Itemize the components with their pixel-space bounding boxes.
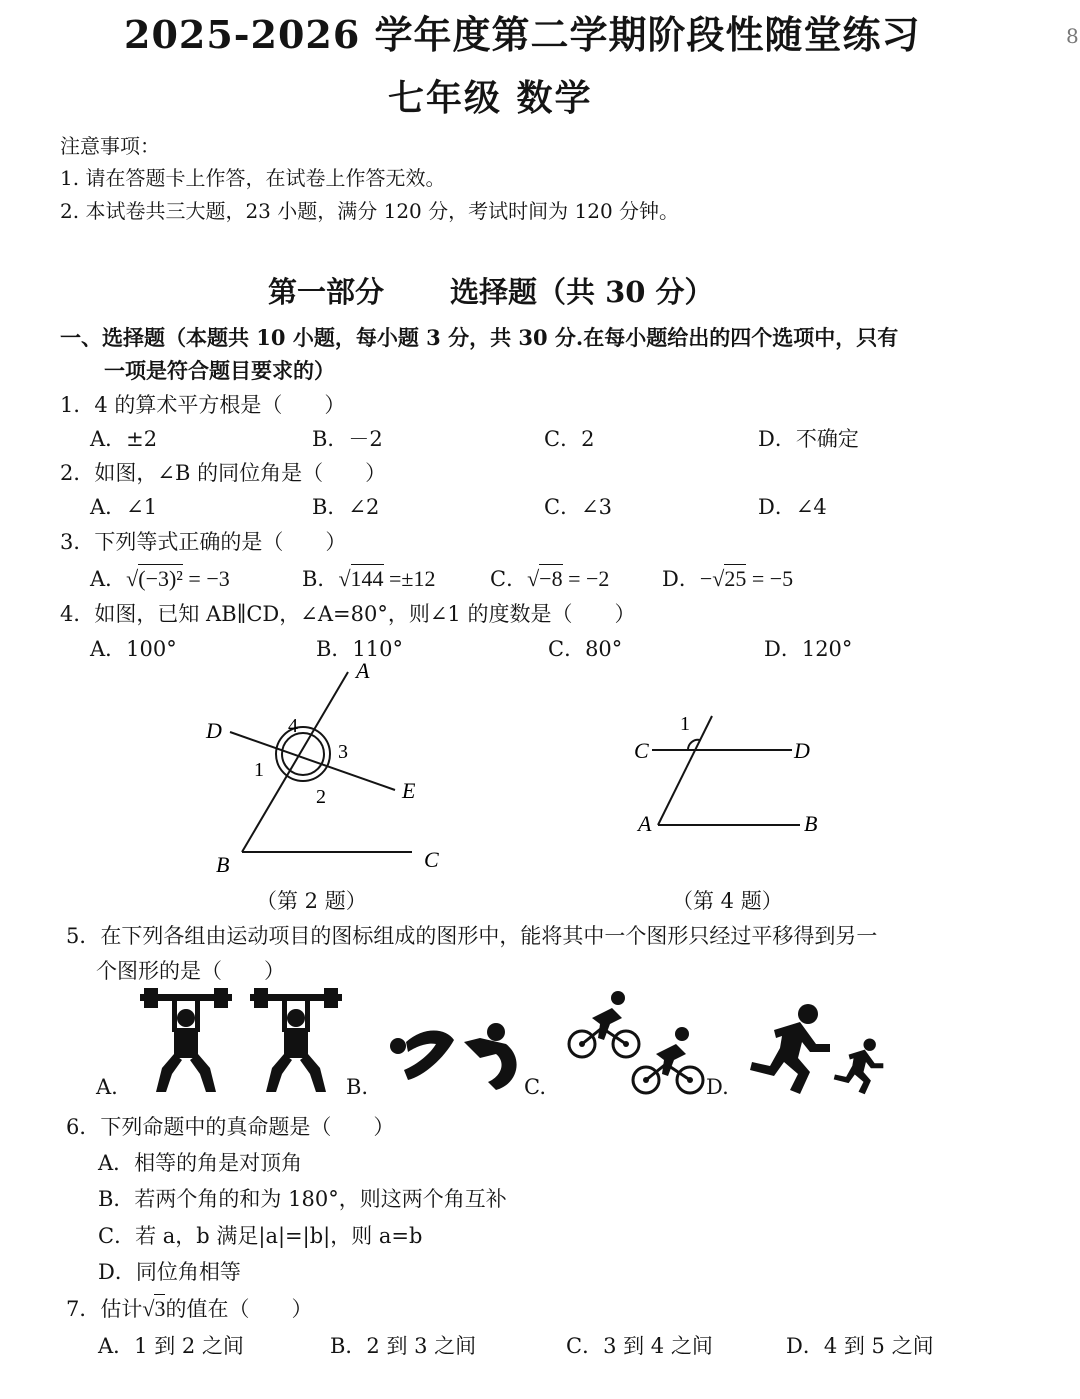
q2-stem: 2．如图，∠B 的同位角是（ ）	[60, 461, 387, 485]
q4-option-c: C．80°	[548, 637, 623, 661]
runner-icon	[834, 1038, 884, 1094]
q5-option-c: C.	[524, 1075, 546, 1099]
q4-option-b: B．110°	[316, 637, 404, 661]
fig2-label-1: 1	[254, 759, 264, 781]
q3-a-rest: = −3	[182, 566, 230, 591]
q5-option-d: D.	[706, 1075, 729, 1099]
q7-option-b: B．2 到 3 之间	[330, 1334, 477, 1358]
q3-d-pre: −	[699, 566, 713, 591]
q3-option-b: B．√144 =±12	[302, 566, 436, 591]
diver-icon	[390, 1031, 454, 1081]
q1-option-c: C．2	[544, 427, 595, 451]
figure-q2-caption: （第 2 题）	[256, 889, 367, 913]
q7-option-c: C．3 到 4 之间	[566, 1334, 713, 1358]
q4-stem: 4．如图，已知 AB∥CD，∠A=80°，则∠1 的度数是（ ）	[60, 602, 636, 626]
q3-c-rest: = −2	[562, 566, 610, 591]
q3-option-d: D．−√25 = −5	[662, 566, 794, 591]
q3-b-label: B．	[302, 567, 339, 591]
q6-option-d: D．同位角相等	[98, 1260, 241, 1284]
fig4-label-c: C	[634, 738, 649, 763]
q4-option-a: A．100°	[90, 637, 177, 661]
fig4-label-1: 1	[680, 713, 690, 735]
figure-q2	[190, 660, 460, 885]
q3-c-label: C．	[490, 567, 528, 591]
q5-stem-line2: 个图形的是（ ）	[96, 959, 285, 983]
figure-q4	[620, 700, 840, 850]
q5-option-a-weightlifters	[136, 986, 356, 1096]
part1-instruction-line1: 一、选择题（本题共 10 小题，每小题 3 分，共 30 分.在每小题给出的四个选项中，只有	[60, 325, 899, 350]
q1-option-d: D．不确定	[758, 427, 859, 451]
fig2-label-3: 3	[338, 741, 348, 763]
q7-stem-post: 的值在（ ）	[165, 1297, 313, 1321]
figure-q4-caption: （第 4 题）	[672, 889, 783, 913]
fig2-angle-arc-inner	[282, 733, 324, 775]
q4-option-d: D．120°	[764, 637, 853, 661]
q3-d-label: D．	[662, 567, 700, 591]
q7-stem-pre: 7．估计	[66, 1297, 143, 1321]
fig2-label-c: C	[424, 847, 439, 872]
q5-option-c-cyclists	[566, 988, 716, 1096]
q3-option-c: C．√−8 = −2	[490, 566, 610, 591]
q5-stem-line1: 5．在下列各组由运动项目的图标组成的图形中，能将其中一个图形只经过平移得到另一	[66, 924, 878, 948]
q6-option-c: C．若 a，b 满足|a|=|b|，则 a=b	[98, 1224, 423, 1248]
fig4-label-a: A	[638, 811, 652, 836]
fig2-label-d: D	[206, 718, 222, 743]
q3-b-radicand: 144	[350, 566, 384, 591]
fig2-angle-arc-outer	[276, 727, 330, 781]
q5-option-a: A.	[96, 1075, 118, 1099]
exam-subject: 七年级 数学	[388, 77, 593, 119]
q5-option-b-divers	[384, 1018, 529, 1096]
q3-a-label: A．	[90, 567, 127, 591]
q5-option-d-runners	[744, 1000, 889, 1100]
q7-radicand: 3	[154, 1296, 166, 1321]
weightlifter-icon	[250, 988, 342, 1092]
q3-a-radicand: (−3)²	[138, 566, 183, 591]
q7-option-d: D．4 到 5 之间	[786, 1334, 934, 1358]
q3-d-rest: = −5	[746, 566, 794, 591]
part1-subtitle: 选择题（共 30 分）	[450, 275, 714, 309]
q2-option-b: B．∠2	[312, 495, 380, 519]
q7-option-a: A．1 到 2 之间	[98, 1334, 244, 1358]
exam-title: 2025-2026 学年度第二学期阶段性随堂练习	[124, 12, 921, 57]
fig2-label-2: 2	[316, 786, 326, 808]
notes-item-1: 1. 请在答题卡上作答，在试卷上作答无效。	[60, 166, 446, 190]
fig2-label-a: A	[356, 660, 370, 683]
q5-option-b: B.	[346, 1075, 369, 1099]
runner-icon	[750, 1004, 830, 1094]
fig2-label-4: 4	[288, 715, 298, 737]
fig4-label-d: D	[794, 738, 810, 763]
notes-heading: 注意事项：	[60, 134, 160, 158]
fig2-label-e: E	[402, 778, 416, 803]
q1-option-b: B．－2	[312, 427, 383, 451]
part1-instruction-line2: 一项是符合题目要求的）	[104, 358, 335, 383]
q3-c-radicand: −8	[539, 566, 563, 591]
notes-item-2: 2. 本试卷共三大题，23 小题，满分 120 分，考试时间为 120 分钟。	[60, 199, 680, 223]
q1-stem: 1．4 的算术平方根是（ ）	[60, 393, 346, 417]
fig2-label-b: B	[216, 852, 230, 877]
q7-stem: 7．估计√3的值在（ ）	[66, 1296, 313, 1321]
diver-icon	[464, 1023, 517, 1090]
q6-stem: 6．下列命题中的真命题是（ ）	[66, 1115, 395, 1139]
q3-b-rest: =±12	[383, 566, 436, 591]
part1-title: 第一部分	[268, 275, 385, 309]
q3-stem: 3．下列等式正确的是（ ）	[60, 530, 347, 554]
q2-option-d: D．∠4	[758, 495, 827, 519]
q3-d-radicand: 25	[724, 566, 747, 591]
fig4-label-b: B	[804, 811, 818, 836]
q6-option-b: B．若两个角的和为 180°，则这两个角互补	[98, 1187, 507, 1211]
q2-option-a: A．∠1	[90, 495, 158, 519]
q6-option-a: A．相等的角是对顶角	[98, 1151, 303, 1175]
q2-option-c: C．∠3	[544, 495, 613, 519]
q3-option-a: A．√(−3)² = −3	[90, 566, 230, 591]
weightlifter-icon	[140, 988, 232, 1092]
q1-option-a: A．±2	[90, 427, 158, 451]
edge-mark: 8	[1066, 24, 1079, 48]
